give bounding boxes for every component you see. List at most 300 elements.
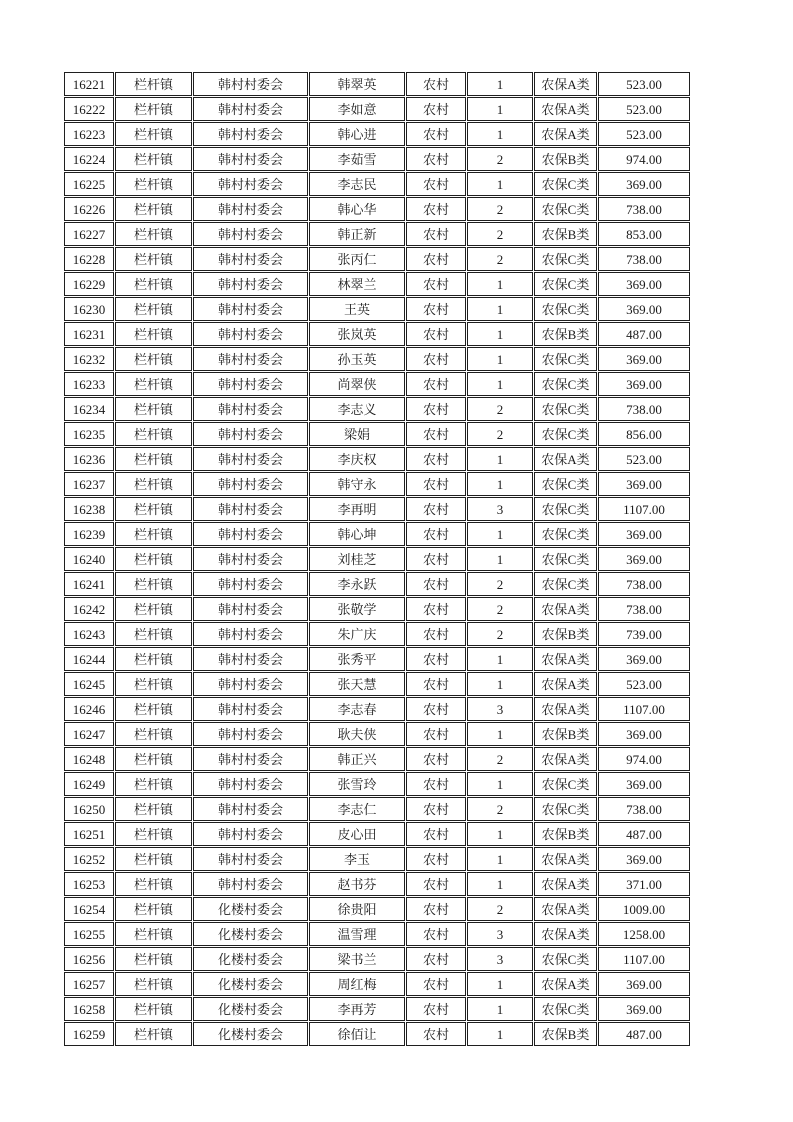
- table-row: [64, 847, 690, 871]
- cell-village-committee: 韩村村委会: [193, 872, 308, 896]
- cell-amount: 523.00: [598, 72, 690, 96]
- cell-residence-type: 农村: [406, 622, 466, 646]
- table-row: [64, 397, 690, 421]
- cell-person-count: 2: [467, 572, 533, 596]
- table-row: [64, 472, 690, 496]
- cell-village-committee: 韩村村委会: [193, 522, 308, 546]
- cell-record-id: 16254: [64, 897, 114, 921]
- cell-village-committee: 韩村村委会: [193, 247, 308, 271]
- cell-residence-type: 农村: [406, 497, 466, 521]
- cell-person-name: 孙玉英: [309, 347, 405, 371]
- cell-person-name: 韩心华: [309, 197, 405, 221]
- cell-residence-type: 农村: [406, 997, 466, 1021]
- cell-record-id: 16245: [64, 672, 114, 696]
- cell-village-committee: 韩村村委会: [193, 297, 308, 321]
- table-row: [64, 247, 690, 271]
- cell-record-id: 16248: [64, 747, 114, 771]
- cell-insurance-category: 农保A类: [534, 447, 597, 471]
- cell-insurance-category: 农保A类: [534, 747, 597, 771]
- cell-insurance-category: 农保A类: [534, 597, 597, 621]
- cell-village-committee: 韩村村委会: [193, 72, 308, 96]
- cell-village-committee: 韩村村委会: [193, 697, 308, 721]
- table-row: [64, 597, 690, 621]
- cell-record-id: 16237: [64, 472, 114, 496]
- table-row: [64, 972, 690, 996]
- table-row: [64, 272, 690, 296]
- cell-residence-type: 农村: [406, 397, 466, 421]
- cell-town: 栏杆镇: [115, 847, 192, 871]
- cell-person-name: 赵书芬: [309, 872, 405, 896]
- cell-amount: 738.00: [598, 197, 690, 221]
- table-row: [64, 947, 690, 971]
- cell-person-count: 1: [467, 872, 533, 896]
- cell-record-id: 16249: [64, 772, 114, 796]
- cell-record-id: 16244: [64, 647, 114, 671]
- cell-insurance-category: 农保C类: [534, 347, 597, 371]
- cell-residence-type: 农村: [406, 222, 466, 246]
- cell-person-name: 张天慧: [309, 672, 405, 696]
- cell-person-count: 1: [467, 997, 533, 1021]
- cell-amount: 369.00: [598, 372, 690, 396]
- cell-town: 栏杆镇: [115, 172, 192, 196]
- cell-insurance-category: 农保C类: [534, 397, 597, 421]
- cell-person-name: 朱广庆: [309, 622, 405, 646]
- table-row: [64, 572, 690, 596]
- cell-residence-type: 农村: [406, 347, 466, 371]
- cell-person-name: 韩正兴: [309, 747, 405, 771]
- cell-town: 栏杆镇: [115, 922, 192, 946]
- cell-town: 栏杆镇: [115, 572, 192, 596]
- cell-town: 栏杆镇: [115, 547, 192, 571]
- cell-person-count: 1: [467, 472, 533, 496]
- cell-amount: 369.00: [598, 347, 690, 371]
- cell-person-count: 1: [467, 347, 533, 371]
- cell-town: 栏杆镇: [115, 322, 192, 346]
- table-row: [64, 322, 690, 346]
- table-row: [64, 872, 690, 896]
- cell-amount: 369.00: [598, 647, 690, 671]
- cell-amount: 853.00: [598, 222, 690, 246]
- cell-insurance-category: 农保A类: [534, 647, 597, 671]
- cell-record-id: 16227: [64, 222, 114, 246]
- cell-record-id: 16238: [64, 497, 114, 521]
- cell-village-committee: 韩村村委会: [193, 472, 308, 496]
- cell-insurance-category: 农保A类: [534, 97, 597, 121]
- cell-residence-type: 农村: [406, 872, 466, 896]
- cell-village-committee: 韩村村委会: [193, 672, 308, 696]
- cell-village-committee: 韩村村委会: [193, 447, 308, 471]
- cell-town: 栏杆镇: [115, 247, 192, 271]
- table-row: [64, 147, 690, 171]
- table-row: [64, 822, 690, 846]
- cell-insurance-category: 农保A类: [534, 847, 597, 871]
- cell-town: 栏杆镇: [115, 297, 192, 321]
- cell-residence-type: 农村: [406, 472, 466, 496]
- cell-record-id: 16232: [64, 347, 114, 371]
- cell-town: 栏杆镇: [115, 747, 192, 771]
- cell-person-name: 李永跃: [309, 572, 405, 596]
- cell-village-committee: 韩村村委会: [193, 172, 308, 196]
- cell-residence-type: 农村: [406, 922, 466, 946]
- cell-residence-type: 农村: [406, 972, 466, 996]
- cell-residence-type: 农村: [406, 122, 466, 146]
- cell-insurance-category: 农保C类: [534, 472, 597, 496]
- cell-record-id: 16226: [64, 197, 114, 221]
- cell-insurance-category: 农保A类: [534, 72, 597, 96]
- cell-amount: 523.00: [598, 672, 690, 696]
- cell-village-committee: 韩村村委会: [193, 772, 308, 796]
- cell-insurance-category: 农保C类: [534, 997, 597, 1021]
- cell-village-committee: 韩村村委会: [193, 572, 308, 596]
- cell-person-count: 1: [467, 772, 533, 796]
- table-row: [64, 97, 690, 121]
- cell-insurance-category: 农保A类: [534, 672, 597, 696]
- cell-record-id: 16236: [64, 447, 114, 471]
- cell-record-id: 16241: [64, 572, 114, 596]
- table-row: [64, 447, 690, 471]
- cell-residence-type: 农村: [406, 97, 466, 121]
- cell-record-id: 16239: [64, 522, 114, 546]
- cell-person-name: 李茹雪: [309, 147, 405, 171]
- cell-insurance-category: 农保C类: [534, 372, 597, 396]
- cell-town: 栏杆镇: [115, 822, 192, 846]
- cell-residence-type: 农村: [406, 772, 466, 796]
- cell-record-id: 16240: [64, 547, 114, 571]
- cell-person-name: 温雪理: [309, 922, 405, 946]
- cell-residence-type: 农村: [406, 297, 466, 321]
- cell-amount: 369.00: [598, 472, 690, 496]
- cell-residence-type: 农村: [406, 1022, 466, 1046]
- cell-town: 栏杆镇: [115, 72, 192, 96]
- cell-person-count: 1: [467, 647, 533, 671]
- cell-amount: 974.00: [598, 747, 690, 771]
- cell-person-count: 1: [467, 1022, 533, 1046]
- cell-insurance-category: 农保C类: [534, 772, 597, 796]
- cell-village-committee: 韩村村委会: [193, 747, 308, 771]
- cell-insurance-category: 农保A类: [534, 897, 597, 921]
- cell-amount: 369.00: [598, 772, 690, 796]
- cell-village-committee: 韩村村委会: [193, 322, 308, 346]
- cell-record-id: 16243: [64, 622, 114, 646]
- cell-insurance-category: 农保C类: [534, 497, 597, 521]
- cell-residence-type: 农村: [406, 822, 466, 846]
- cell-insurance-category: 农保C类: [534, 422, 597, 446]
- cell-amount: 738.00: [598, 797, 690, 821]
- cell-town: 栏杆镇: [115, 597, 192, 621]
- cell-amount: 487.00: [598, 322, 690, 346]
- table-row: [64, 897, 690, 921]
- cell-record-id: 16258: [64, 997, 114, 1021]
- cell-amount: 523.00: [598, 97, 690, 121]
- cell-person-name: 韩心进: [309, 122, 405, 146]
- cell-amount: 856.00: [598, 422, 690, 446]
- cell-person-count: 1: [467, 122, 533, 146]
- cell-town: 栏杆镇: [115, 897, 192, 921]
- cell-record-id: 16228: [64, 247, 114, 271]
- cell-village-committee: 韩村村委会: [193, 722, 308, 746]
- cell-insurance-category: 农保C类: [534, 172, 597, 196]
- cell-town: 栏杆镇: [115, 1022, 192, 1046]
- cell-record-id: 16221: [64, 72, 114, 96]
- cell-village-committee: 韩村村委会: [193, 847, 308, 871]
- table-row: [64, 497, 690, 521]
- cell-person-count: 3: [467, 922, 533, 946]
- cell-record-id: 16222: [64, 97, 114, 121]
- cell-insurance-category: 农保A类: [534, 972, 597, 996]
- cell-person-name: 张丙仁: [309, 247, 405, 271]
- table-row: [64, 797, 690, 821]
- cell-town: 栏杆镇: [115, 797, 192, 821]
- cell-record-id: 16256: [64, 947, 114, 971]
- cell-insurance-category: 农保A类: [534, 922, 597, 946]
- cell-residence-type: 农村: [406, 597, 466, 621]
- cell-town: 栏杆镇: [115, 422, 192, 446]
- cell-village-committee: 韩村村委会: [193, 422, 308, 446]
- cell-village-committee: 韩村村委会: [193, 397, 308, 421]
- cell-residence-type: 农村: [406, 322, 466, 346]
- cell-amount: 369.00: [598, 997, 690, 1021]
- cell-amount: 739.00: [598, 622, 690, 646]
- cell-person-count: 1: [467, 322, 533, 346]
- cell-village-committee: 韩村村委会: [193, 272, 308, 296]
- cell-residence-type: 农村: [406, 672, 466, 696]
- cell-person-name: 王英: [309, 297, 405, 321]
- roster-body: [64, 72, 690, 1046]
- table-row: [64, 697, 690, 721]
- cell-town: 栏杆镇: [115, 872, 192, 896]
- cell-insurance-category: 农保B类: [534, 822, 597, 846]
- cell-person-count: 2: [467, 397, 533, 421]
- cell-person-count: 1: [467, 822, 533, 846]
- cell-record-id: 16252: [64, 847, 114, 871]
- cell-person-name: 林翠兰: [309, 272, 405, 296]
- cell-person-name: 张雪玲: [309, 772, 405, 796]
- cell-village-committee: 韩村村委会: [193, 347, 308, 371]
- cell-amount: 1107.00: [598, 947, 690, 971]
- cell-person-count: 1: [467, 972, 533, 996]
- cell-residence-type: 农村: [406, 247, 466, 271]
- cell-person-name: 李再明: [309, 497, 405, 521]
- cell-amount: 369.00: [598, 272, 690, 296]
- cell-residence-type: 农村: [406, 722, 466, 746]
- cell-town: 栏杆镇: [115, 472, 192, 496]
- cell-record-id: 16230: [64, 297, 114, 321]
- cell-town: 栏杆镇: [115, 372, 192, 396]
- payment-roster-table: [63, 71, 691, 1047]
- cell-record-id: 16257: [64, 972, 114, 996]
- cell-person-name: 徐贵阳: [309, 897, 405, 921]
- cell-insurance-category: 农保C类: [534, 797, 597, 821]
- cell-residence-type: 农村: [406, 172, 466, 196]
- cell-record-id: 16259: [64, 1022, 114, 1046]
- cell-village-committee: 韩村村委会: [193, 197, 308, 221]
- cell-town: 栏杆镇: [115, 397, 192, 421]
- cell-village-committee: 韩村村委会: [193, 547, 308, 571]
- cell-town: 栏杆镇: [115, 622, 192, 646]
- cell-residence-type: 农村: [406, 847, 466, 871]
- cell-person-name: 韩正新: [309, 222, 405, 246]
- cell-person-count: 3: [467, 947, 533, 971]
- cell-insurance-category: 农保C类: [534, 572, 597, 596]
- cell-town: 栏杆镇: [115, 447, 192, 471]
- cell-town: 栏杆镇: [115, 147, 192, 171]
- cell-person-name: 韩翠英: [309, 72, 405, 96]
- cell-residence-type: 农村: [406, 372, 466, 396]
- cell-town: 栏杆镇: [115, 697, 192, 721]
- cell-person-name: 李志义: [309, 397, 405, 421]
- cell-town: 栏杆镇: [115, 522, 192, 546]
- cell-amount: 738.00: [598, 572, 690, 596]
- cell-town: 栏杆镇: [115, 197, 192, 221]
- cell-insurance-category: 农保A类: [534, 697, 597, 721]
- cell-amount: 369.00: [598, 972, 690, 996]
- cell-record-id: 16250: [64, 797, 114, 821]
- cell-residence-type: 农村: [406, 522, 466, 546]
- cell-record-id: 16251: [64, 822, 114, 846]
- cell-residence-type: 农村: [406, 947, 466, 971]
- cell-town: 栏杆镇: [115, 722, 192, 746]
- cell-village-committee: 韩村村委会: [193, 147, 308, 171]
- cell-person-name: 李志仁: [309, 797, 405, 821]
- cell-residence-type: 农村: [406, 647, 466, 671]
- cell-insurance-category: 农保A类: [534, 122, 597, 146]
- cell-amount: 1107.00: [598, 497, 690, 521]
- table-row: [64, 172, 690, 196]
- cell-amount: 738.00: [598, 397, 690, 421]
- cell-residence-type: 农村: [406, 897, 466, 921]
- cell-person-count: 1: [467, 72, 533, 96]
- cell-town: 栏杆镇: [115, 772, 192, 796]
- cell-person-name: 李如意: [309, 97, 405, 121]
- cell-person-count: 2: [467, 897, 533, 921]
- cell-person-count: 1: [467, 97, 533, 121]
- cell-person-name: 李再芳: [309, 997, 405, 1021]
- cell-person-count: 2: [467, 147, 533, 171]
- cell-town: 栏杆镇: [115, 347, 192, 371]
- cell-amount: 369.00: [598, 547, 690, 571]
- table-row: [64, 772, 690, 796]
- cell-amount: 371.00: [598, 872, 690, 896]
- cell-village-committee: 韩村村委会: [193, 622, 308, 646]
- cell-person-count: 1: [467, 547, 533, 571]
- table-row: [64, 997, 690, 1021]
- cell-person-count: 3: [467, 697, 533, 721]
- cell-village-committee: 化楼村委会: [193, 972, 308, 996]
- cell-town: 栏杆镇: [115, 672, 192, 696]
- cell-village-committee: 化楼村委会: [193, 897, 308, 921]
- cell-person-name: 梁书兰: [309, 947, 405, 971]
- cell-person-name: 李玉: [309, 847, 405, 871]
- cell-person-count: 2: [467, 197, 533, 221]
- cell-village-committee: 化楼村委会: [193, 1022, 308, 1046]
- cell-town: 栏杆镇: [115, 997, 192, 1021]
- table-row: [64, 222, 690, 246]
- cell-insurance-category: 农保C类: [534, 247, 597, 271]
- cell-amount: 369.00: [598, 297, 690, 321]
- table-row: [64, 1022, 690, 1046]
- cell-town: 栏杆镇: [115, 272, 192, 296]
- cell-insurance-category: 农保B类: [534, 722, 597, 746]
- cell-insurance-category: 农保B类: [534, 1022, 597, 1046]
- cell-residence-type: 农村: [406, 197, 466, 221]
- cell-person-count: 2: [467, 622, 533, 646]
- cell-person-name: 梁娟: [309, 422, 405, 446]
- table-row: [64, 672, 690, 696]
- cell-amount: 487.00: [598, 822, 690, 846]
- table-row: [64, 622, 690, 646]
- cell-person-count: 1: [467, 272, 533, 296]
- cell-insurance-category: 农保C类: [534, 947, 597, 971]
- cell-person-name: 张秀平: [309, 647, 405, 671]
- cell-residence-type: 农村: [406, 447, 466, 471]
- cell-person-name: 韩心坤: [309, 522, 405, 546]
- table-row: [64, 122, 690, 146]
- cell-person-count: 1: [467, 172, 533, 196]
- table-row: [64, 747, 690, 771]
- cell-village-committee: 韩村村委会: [193, 97, 308, 121]
- cell-person-count: 2: [467, 247, 533, 271]
- cell-person-count: 1: [467, 297, 533, 321]
- cell-residence-type: 农村: [406, 422, 466, 446]
- cell-town: 栏杆镇: [115, 972, 192, 996]
- cell-insurance-category: 农保C类: [534, 297, 597, 321]
- cell-amount: 523.00: [598, 447, 690, 471]
- cell-person-name: 李志民: [309, 172, 405, 196]
- cell-insurance-category: 农保C类: [534, 272, 597, 296]
- cell-insurance-category: 农保B类: [534, 322, 597, 346]
- cell-person-count: 2: [467, 797, 533, 821]
- cell-insurance-category: 农保C类: [534, 547, 597, 571]
- cell-amount: 1107.00: [598, 697, 690, 721]
- cell-person-count: 1: [467, 372, 533, 396]
- table-row: [64, 547, 690, 571]
- cell-village-committee: 韩村村委会: [193, 372, 308, 396]
- cell-residence-type: 农村: [406, 72, 466, 96]
- cell-village-committee: 韩村村委会: [193, 497, 308, 521]
- cell-person-count: 1: [467, 522, 533, 546]
- cell-record-id: 16255: [64, 922, 114, 946]
- cell-residence-type: 农村: [406, 547, 466, 571]
- cell-record-id: 16225: [64, 172, 114, 196]
- cell-amount: 523.00: [598, 122, 690, 146]
- cell-record-id: 16224: [64, 147, 114, 171]
- cell-village-committee: 韩村村委会: [193, 647, 308, 671]
- cell-town: 栏杆镇: [115, 497, 192, 521]
- cell-person-count: 2: [467, 747, 533, 771]
- table-row: [64, 722, 690, 746]
- cell-residence-type: 农村: [406, 147, 466, 171]
- cell-record-id: 16253: [64, 872, 114, 896]
- table-row: [64, 297, 690, 321]
- cell-village-committee: 韩村村委会: [193, 222, 308, 246]
- cell-insurance-category: 农保B类: [534, 222, 597, 246]
- cell-residence-type: 农村: [406, 697, 466, 721]
- cell-person-name: 李志春: [309, 697, 405, 721]
- table-row: [64, 197, 690, 221]
- cell-person-count: 1: [467, 722, 533, 746]
- table-row: [64, 422, 690, 446]
- cell-amount: 369.00: [598, 722, 690, 746]
- cell-amount: 974.00: [598, 147, 690, 171]
- cell-record-id: 16235: [64, 422, 114, 446]
- cell-residence-type: 农村: [406, 272, 466, 296]
- cell-person-name: 周红梅: [309, 972, 405, 996]
- cell-amount: 369.00: [598, 172, 690, 196]
- cell-insurance-category: 农保B类: [534, 622, 597, 646]
- cell-amount: 369.00: [598, 522, 690, 546]
- cell-person-name: 尚翠侠: [309, 372, 405, 396]
- cell-person-name: 李庆权: [309, 447, 405, 471]
